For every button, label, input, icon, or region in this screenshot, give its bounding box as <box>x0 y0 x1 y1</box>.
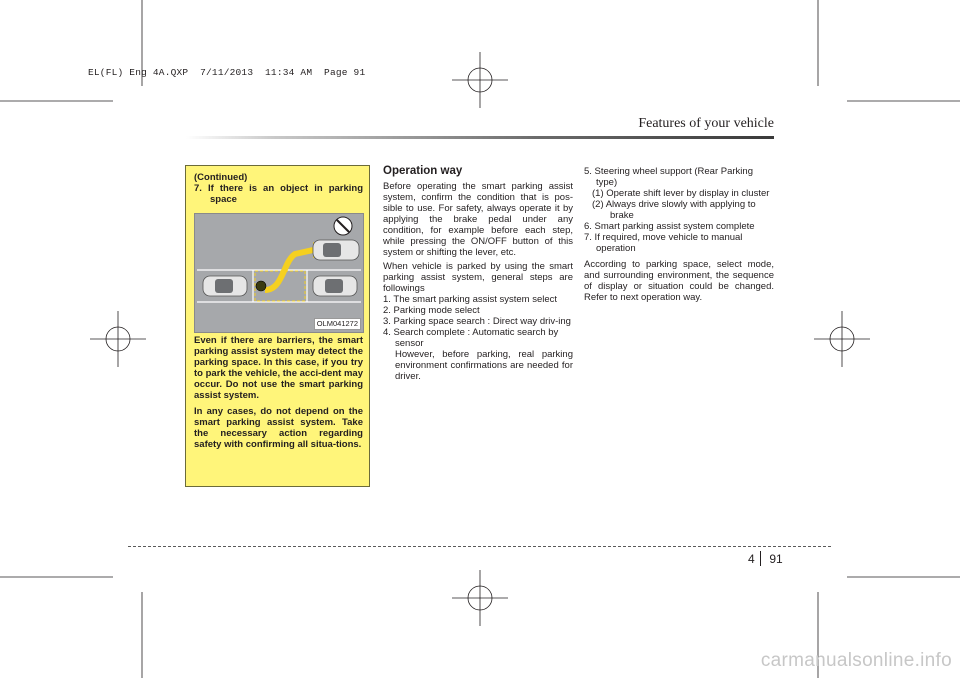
obstacle-ball-icon <box>256 281 266 291</box>
watermark: carmanualsonline.info <box>760 650 952 671</box>
operation-way-column <box>383 166 573 382</box>
step-4: 4. Search complete : Automatic search by sensor <box>383 327 559 349</box>
no-entry-icon <box>334 217 352 235</box>
operation-way-heading: Operation way <box>383 165 463 177</box>
page-number <box>748 552 783 566</box>
step-7: 7. If required, move vehicle to manual operation <box>584 232 743 254</box>
warning-continued: (Continued) <box>194 172 248 183</box>
car-icon-moving <box>313 240 359 260</box>
step-6: 6. Smart parking assist system complete <box>584 221 755 232</box>
registration-mark-left <box>90 311 146 367</box>
section-title: Features of your vehicle <box>638 116 774 131</box>
operation-intro: Before operating the smart parking assist system, confirm the condition that is pos-sible to use. For safety, always operate it by applying the brake pedal under any condition, for example before each step, while pressing the ON/OFF button of this system or shifting the lever, etc. <box>383 181 573 258</box>
step-2: 2. Parking mode select <box>383 305 480 316</box>
warning-box <box>185 165 370 487</box>
step-4-note: However, before parking, real parking environment confirmations are needed for driver. <box>395 349 573 382</box>
registration-mark-right <box>814 311 870 367</box>
chapter-number: 4 <box>748 552 755 566</box>
step-3: 3. Parking space search : Direct way driv-ing <box>383 316 571 327</box>
warning-paragraph-2: In any cases, do not depend on the smart parking assist system. Take the necessary action regarding safety with confirming all situa-tions. <box>194 406 363 450</box>
footer-rule <box>128 546 831 547</box>
registration-mark-top <box>452 52 508 108</box>
car-icon-left <box>203 276 247 296</box>
step-5-sub-2: (2) Always drive slowly with applying to brake <box>592 199 756 221</box>
steps-column <box>584 166 774 303</box>
step-5: 5. Steering wheel support (Rear Parking type) <box>584 166 753 188</box>
step-5-sub-1: (1) Operate shift lever by display in cluster <box>592 188 770 199</box>
header-rule <box>186 136 774 139</box>
operation-when: When vehicle is parked by using the smart parking assist system, general steps are followings <box>383 261 573 294</box>
page-number-separator <box>760 551 761 566</box>
car-icon-right <box>313 276 357 296</box>
print-slug-header: EL(FL) Eng 4A.QXP 7/11/2013 11:34 AM Page 91 <box>88 67 366 78</box>
parking-diagram <box>195 214 363 332</box>
warning-paragraph-1: Even if there are barriers, the smart parking assist system may detect the parking space. In this case, if you try to park the vehicle, the acci-dent may occur. Do not use the smart parking assist system. <box>194 335 363 401</box>
parking-illustration <box>194 213 364 333</box>
step-1: 1. The smart parking assist system select <box>383 294 558 305</box>
warning-item-7: 7. If there is an object in parking space <box>194 183 363 205</box>
closing-paragraph: According to parking space, select mode, and surrounding environment, the sequence of display or situation could be changed. Refer to next operation way. <box>584 259 774 303</box>
page-number-value: 91 <box>769 552 783 566</box>
registration-mark-bottom <box>452 570 508 626</box>
figure-code: OLM041272 <box>314 318 361 330</box>
